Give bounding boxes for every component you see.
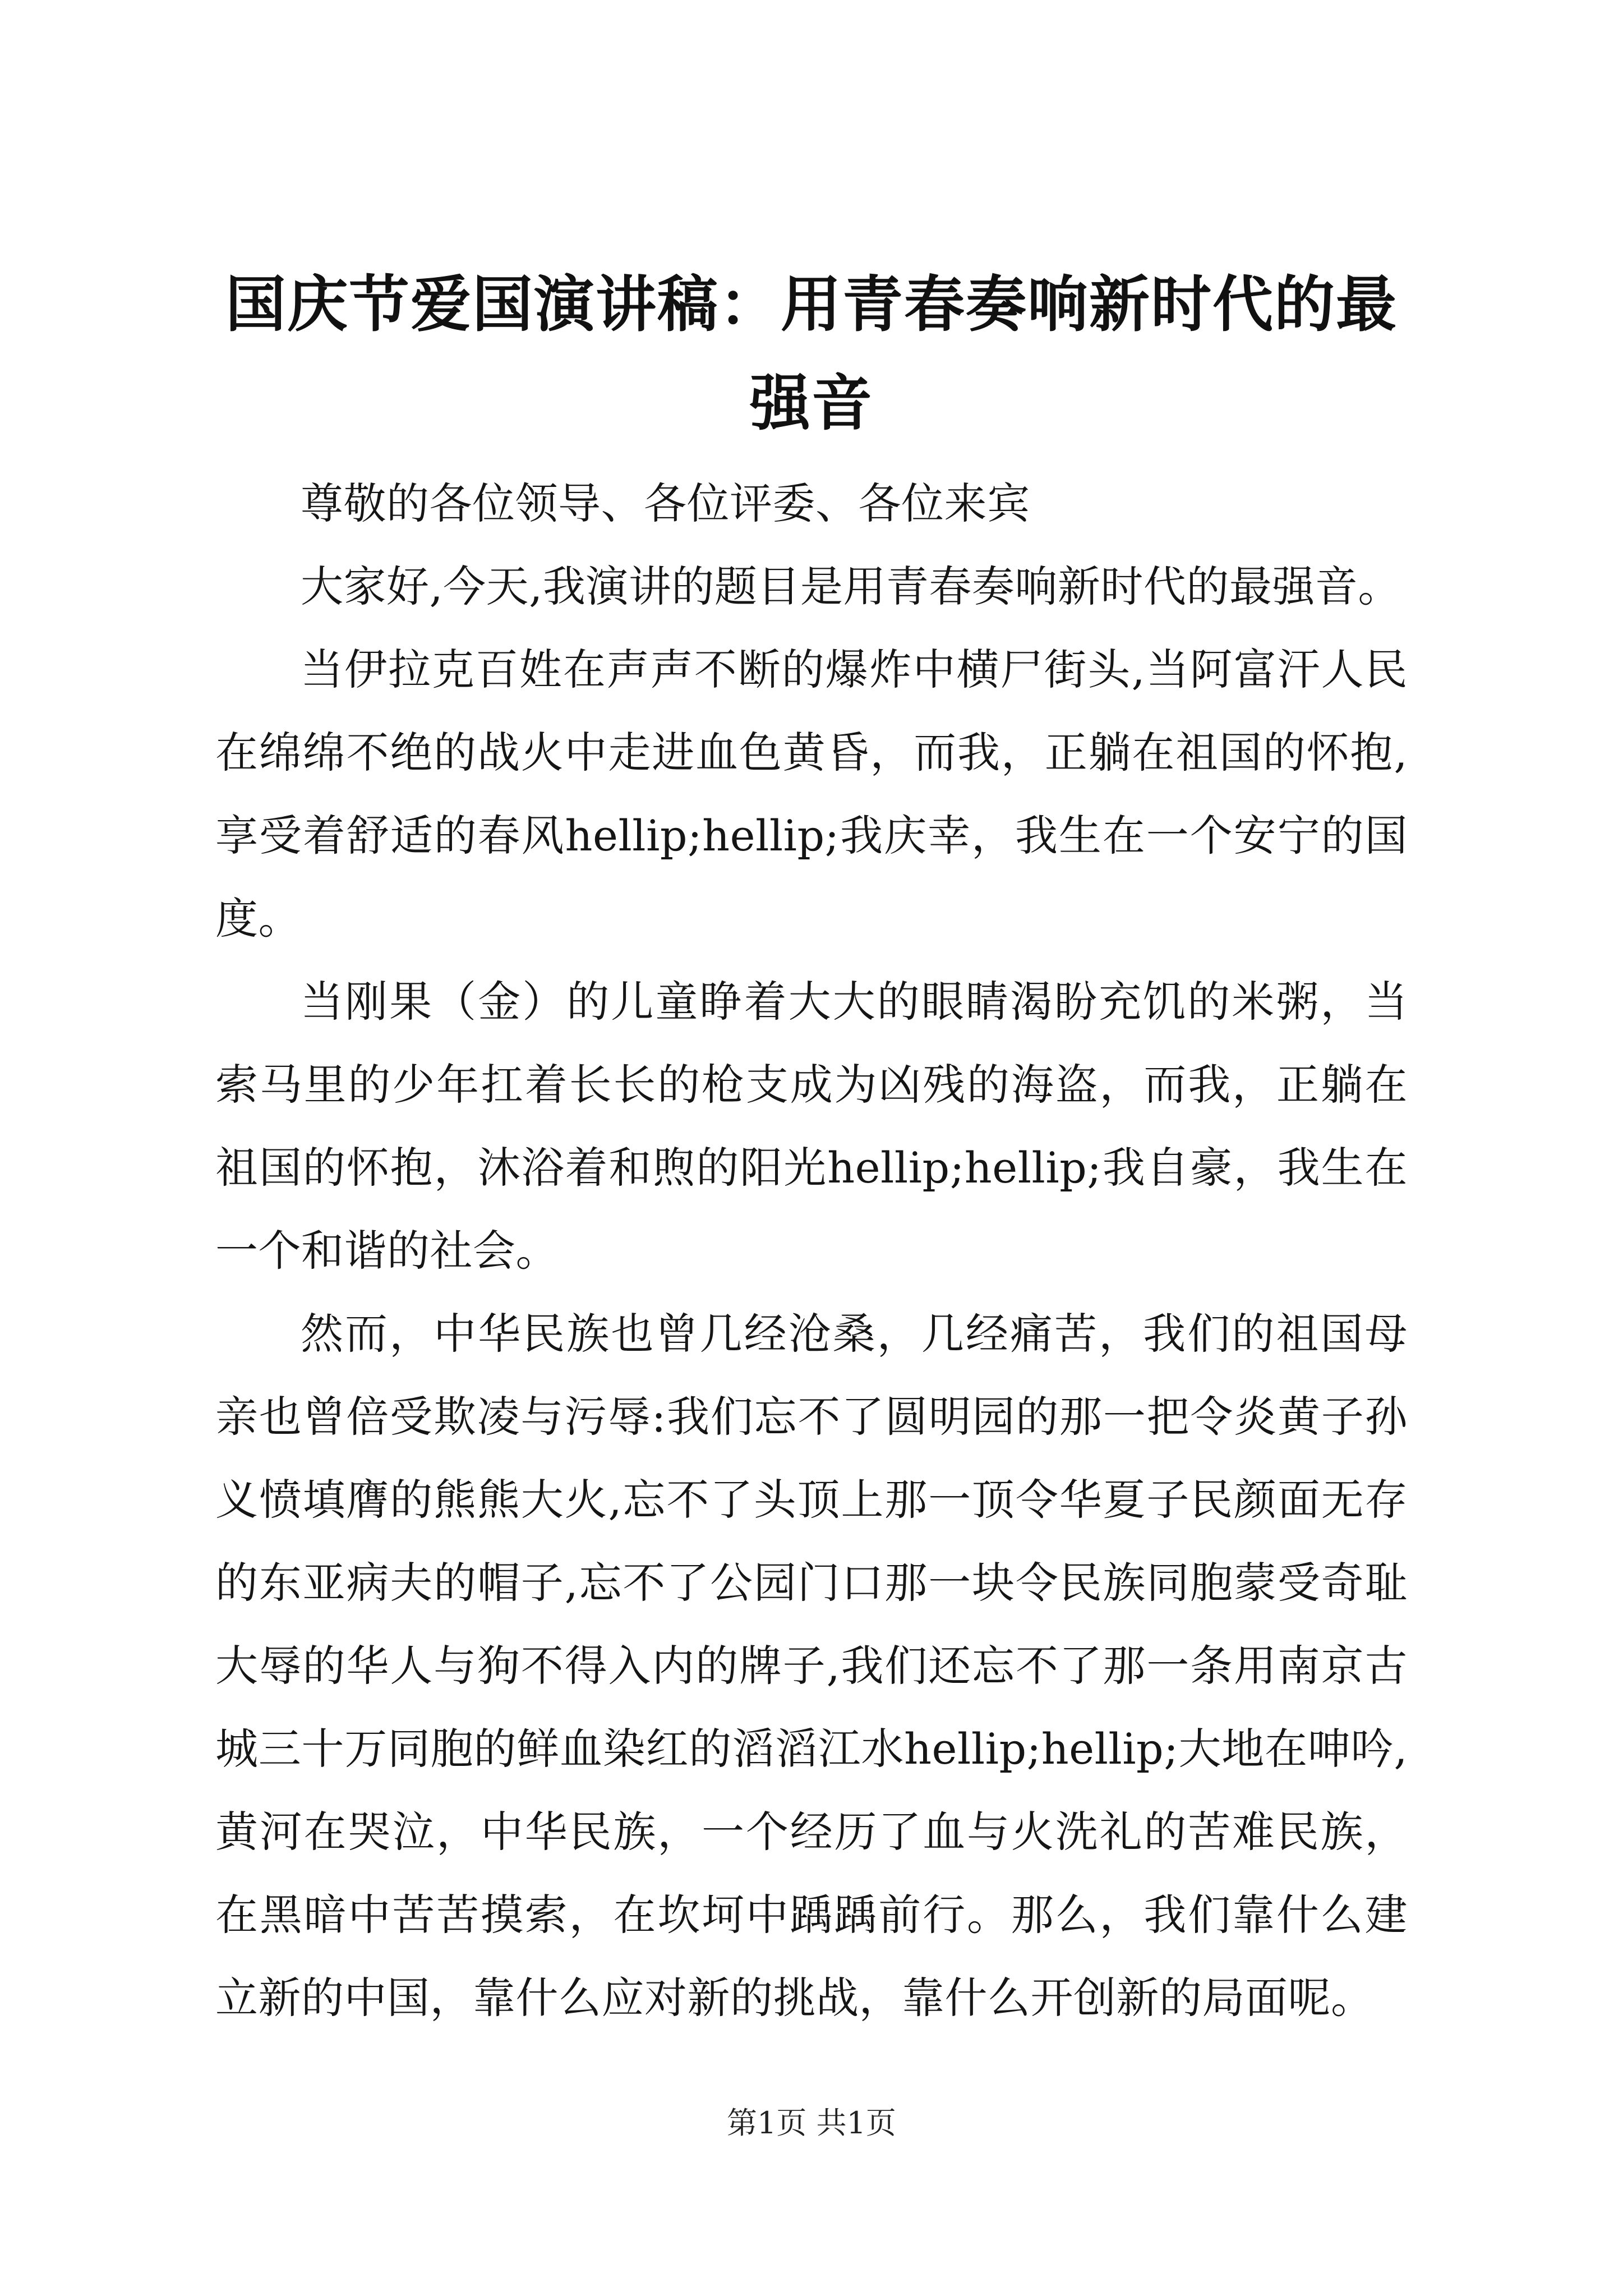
page-number-footer: 第1页 共1页 (727, 2105, 896, 2141)
body-paragraph: 当刚果（金）的儿童睁着大大的眼睛渴盼充饥的米粥，当索马里的少年扛着长长的枪支成为凶残的海盗，而我，正躺在祖国的怀抱，沐浴着和煦的阳光hellip;hellip;我自豪，我生在一个和谐的社会。 (215, 977, 1408, 1276)
body-paragraph: 然而，中华民族也曾几经沧桑，几经痛苦，我们的祖国母亲也曾倍受欺凌与污辱:我们忘不了圆明园的那一把令炎黄子孙义愤填膺的熊熊大火,忘不了头顶上那一顶令华夏子民颜面无存的东亚病夫的帽子,忘不了公园门口那一块令民族同胞蒙受奇耻大辱的华人与狗不得入内的牌子,我们还忘不了那一条用南京古城三十万同胞的鲜血染红的滔滔江水hellip;hellip;大地在呻吟,黄河在哭泣，中华民族，一个经历了血与火洗礼的苦难民族，在黑暗中苦苦摸索，在坎坷中踽踽前行。那么，我们靠什么建立新的中国，靠什么应对新的挑战，靠什么开创新的局面呢。 (215, 1309, 1408, 2023)
body-paragraph: 当伊拉克百姓在声声不断的爆炸中横尸街头,当阿富汗人民在绵绵不绝的战火中走进血色黄昏，而我，正躺在祖国的怀抱,享受着舒适的春风hellip;hellip;我庆幸，我生在一个安宁的国度。 (215, 645, 1408, 944)
document-title: 国庆节爱国演讲稿：用青春奏响新时代的最强音 (225, 269, 1398, 439)
salutation-paragraph: 尊敬的各位领导、各位评委、各位来宾 (301, 478, 1030, 528)
document-body (215, 462, 1408, 2040)
greeting-paragraph: 大家好,今天,我演讲的题目是用青春奏响新时代的最强音。 (301, 562, 1401, 611)
